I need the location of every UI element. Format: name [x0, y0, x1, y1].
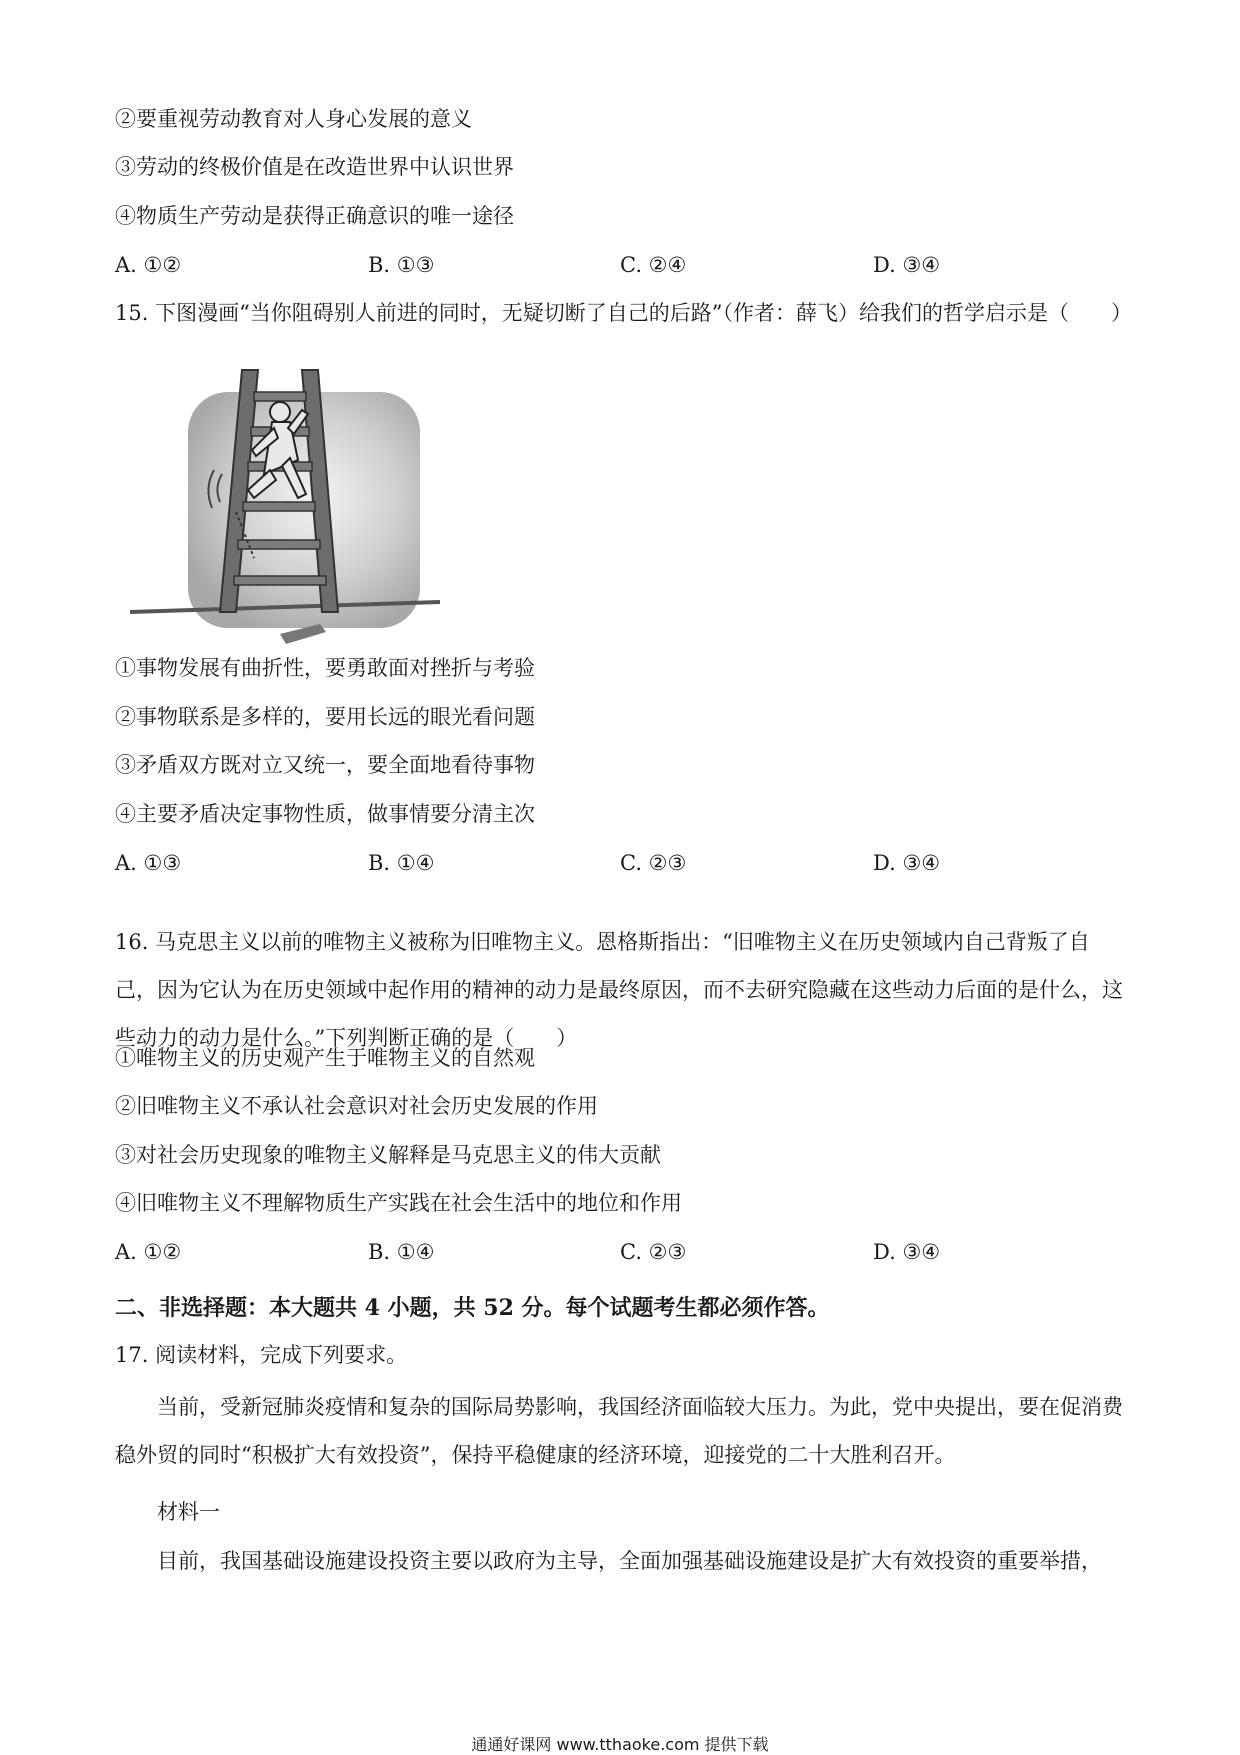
q14-statement-4: ④物质生产劳动是获得正确意识的唯一途径 [115, 204, 514, 228]
q14-statement-3: ③劳动的终极价值是在改造世界中认识世界 [115, 155, 514, 179]
q14-statement-2: ②要重视劳动教育对人身心发展的意义 [115, 107, 472, 131]
section-2-heading: 二、非选择题：本大题共 4 小题，共 52 分。每个试题考生都必须作答。 [115, 1295, 830, 1321]
q15-option-a[interactable]: A. ①③ [115, 851, 182, 875]
q14-option-d[interactable]: D. ③④ [873, 253, 941, 277]
material-1-text: 目前，我国基础设施建设投资主要以政府为主导，全面加强基础设施建设是扩大有效投资的重要举措， [157, 1549, 1102, 1573]
q15-stem: 15. 下图漫画“当你阻碍别人前进的同时，无疑切断了自己的后路”（作者：薛飞）给我们的哲学启示是（ ） [115, 301, 1133, 325]
q17-stem: 17. 阅读材料，完成下列要求。 [115, 1343, 408, 1367]
page-footer: 通通好课网 www.tthaoke.com 提供下载 [471, 1735, 769, 1754]
q15-option-c[interactable]: C. ②③ [620, 851, 687, 875]
q14-options [115, 250, 1115, 280]
q15-statement-3: ③矛盾双方既对立又统一，要全面地看待事物 [115, 753, 535, 777]
q14-option-b[interactable]: B. ①③ [368, 253, 435, 277]
material-1-label: 材料一 [157, 1500, 220, 1524]
q16-statement-3: ③对社会历史现象的唯物主义解释是马克思主义的伟大贡献 [115, 1143, 661, 1167]
ladder-cartoon-image [130, 362, 440, 652]
q15-statement-2: ②事物联系是多样的，要用长远的眼光看问题 [115, 705, 535, 729]
q16-statement-2: ②旧唯物主义不承认社会意识对社会历史发展的作用 [115, 1094, 598, 1118]
q16-options [115, 1237, 1115, 1267]
q15-statement-4: ④主要矛盾决定事物性质，做事情要分清主次 [115, 802, 535, 826]
q16-option-d[interactable]: D. ③④ [873, 1240, 941, 1264]
q16-stem: 16. 马克思主义以前的唯物主义被称为旧唯物主义。恩格斯指出：“旧唯物主义在历史领域内自己背叛了自己，因为它认为在历史领域中起作用的精神的动力是最终原因，而不去研究隐藏在这些动力后面的是什么，这些动力的动力是什么。”下列判断正确的是（ ） [115, 930, 1123, 1050]
q14-option-a[interactable]: A. ①② [115, 253, 182, 277]
q16-statement-1: ①唯物主义的历史观产生于唯物主义的自然观 [115, 1046, 535, 1070]
q16-option-c[interactable]: C. ②③ [620, 1240, 687, 1264]
q14-option-c[interactable]: C. ②④ [620, 253, 687, 277]
q17-intro: 当前，受新冠肺炎疫情和复杂的国际局势影响，我国经济面临较大压力。为此，党中央提出，要在促消费稳外贸的同时“积极扩大有效投资”，保持平稳健康的经济环境，迎接党的二十大胜利召开。 [115, 1395, 1123, 1467]
q15-options [115, 848, 1115, 878]
q16-statement-4: ④旧唯物主义不理解物质生产实践在社会生活中的地位和作用 [115, 1191, 682, 1215]
q16-option-a[interactable]: A. ①② [115, 1240, 182, 1264]
q15-option-b[interactable]: B. ①④ [368, 851, 435, 875]
q15-option-d[interactable]: D. ③④ [873, 851, 941, 875]
q15-statement-1: ①事物发展有曲折性，要勇敢面对挫折与考验 [115, 656, 535, 680]
q16-option-b[interactable]: B. ①④ [368, 1240, 435, 1264]
